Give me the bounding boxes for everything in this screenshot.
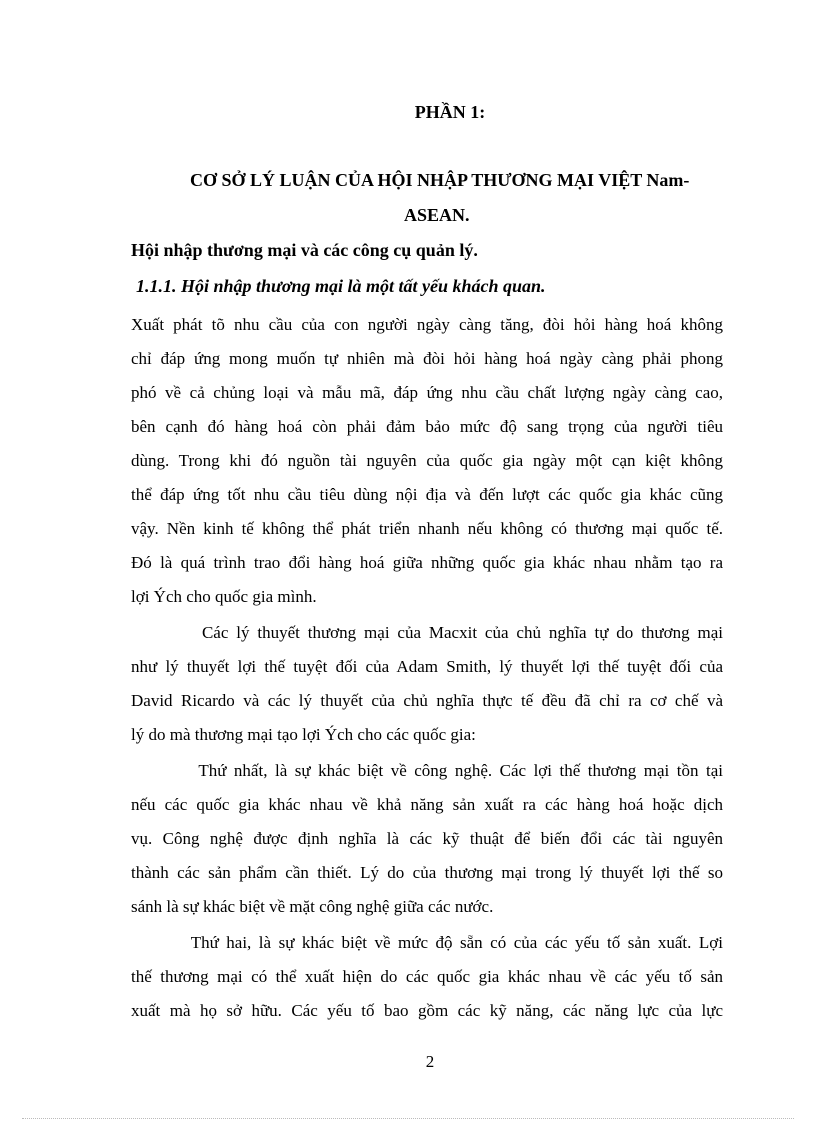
- paragraph-1-line: lợi Ých cho quốc gia mình.: [131, 587, 317, 606]
- chapter-title-line-1: CƠ SỞ LÝ LUẬN CỦA HỘI NHẬP THƯƠNG MẠI VIỆT Nam-: [190, 170, 690, 190]
- paragraph-2-line: lý do mà thương mại tạo lợi Ých cho các quốc gia:: [131, 725, 476, 744]
- paragraph-1-line: vậy. Nền kinh tế không thể phát triển nhanh nếu không có thương mại quốc tế.: [131, 519, 723, 538]
- paragraph-3-line: thành các sản phẩm cần thiết. Lý do của thương mại trong lý thuyết lợi thế so: [131, 863, 723, 882]
- part-heading: PHẦN 1:: [414, 102, 486, 122]
- paragraph-4-line: xuất mà họ sở hữu. Các yếu tố bao gồm các kỹ năng, các năng lực của lực: [131, 1001, 723, 1020]
- paragraph-1-line: bên cạnh đó hàng hoá còn phải đảm bảo mức độ sang trọng của người tiêu: [131, 417, 723, 436]
- paragraph-3-line: nếu các quốc gia khác nhau về khả năng sản xuất ra các hàng hoá hoặc dịch: [131, 795, 723, 814]
- paragraph-2-line: David Ricardo và các lý thuyết của chủ nghĩa thực tế đều đã chỉ ra cơ chế và: [131, 691, 723, 710]
- paragraph-2-line: như lý thuyết lợi thế tuyệt đối của Adam Smith, lý thuyết lợi thế tuyệt đối của: [131, 657, 723, 676]
- paragraph-4-line: thế thương mại có thể xuất hiện do các quốc gia khác nhau về các yếu tố sản: [131, 967, 723, 986]
- subsection-heading: 1.1.1. Hội nhập thương mại là một tất yếu khách quan.: [136, 276, 546, 296]
- paragraph-1-line: Xuất phát tõ nhu cầu của con người ngày càng tăng, đòi hỏi hàng hoá không: [131, 315, 723, 334]
- page-bottom-divider: [22, 1118, 794, 1119]
- paragraph-2-line: Các lý thuyết thương mại của Macxit của chủ nghĩa tự do thương mại: [131, 623, 723, 642]
- section-heading: Hội nhập thương mại và các công cụ quản lý.: [131, 240, 478, 260]
- paragraph-3-line: sánh là sự khác biệt về mặt công nghệ giữa các nước.: [131, 897, 494, 916]
- paragraph-1-line: dùng. Trong khi đó nguồn tài nguyên của quốc gia ngày một cạn kiệt không: [131, 451, 723, 470]
- chapter-title-line-2: ASEAN.: [404, 205, 470, 225]
- paragraph-1-line: Đó là quá trình trao đổi hàng hoá giữa những quốc gia khác nhau nhằm tạo ra: [131, 553, 723, 572]
- paragraph-3-line: Thứ nhất, là sự khác biệt về công nghệ. Các lợi thế thương mại tồn tại: [131, 761, 723, 780]
- paragraph-1-line: phó về cả chủng loại và mẫu mã, đáp ứng nhu cầu chất lượng ngày càng cao,: [131, 383, 723, 402]
- paragraph-1-line: chỉ đáp ứng mong muốn tự nhiên mà đòi hỏi hàng hoá ngày càng phải phong: [131, 349, 723, 368]
- page-number: 2: [425, 1052, 435, 1071]
- paragraph-4-line: Thứ hai, là sự khác biệt về mức độ sẵn có của các yếu tố sản xuất. Lợi: [131, 933, 723, 952]
- paragraph-3-line: vụ. Công nghệ được định nghĩa là các kỹ thuật để biến đổi các tài nguyên: [131, 829, 723, 848]
- paragraph-1-line: thể đáp ứng tốt nhu cầu tiêu dùng nội địa và đến lượt các quốc gia khác cũng: [131, 485, 723, 504]
